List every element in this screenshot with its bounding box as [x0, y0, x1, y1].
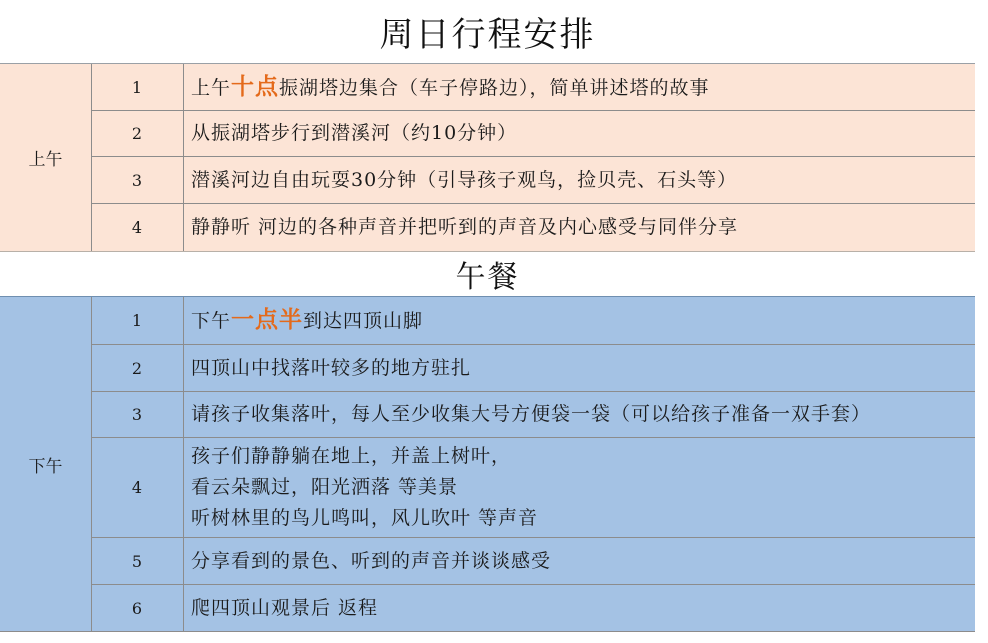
row-text-prefix: 上午: [191, 76, 232, 99]
row-text: [191, 157, 971, 203]
schedule-row: [91, 345, 975, 392]
row-text-line: 听树林里的鸟儿鸣叫，风儿吹叶 等声音: [191, 507, 539, 529]
page-title: 周日行程安排: [379, 15, 596, 55]
schedule-row: [91, 585, 975, 631]
schedule-row: [91, 538, 975, 585]
row-text-line: 从振湖塔步行到潜溪河（约10分钟）: [191, 122, 518, 144]
row-text-suffix: 振湖塔边集合（车子停路边），简单讲述塔的故事: [279, 76, 710, 99]
row-text: [191, 392, 971, 437]
sheet-right-margin: [975, 0, 988, 642]
lunch-heading: 午餐: [455, 260, 520, 295]
sheet-bottom-strip: [0, 631, 975, 643]
time-highlight: 十点: [231, 72, 280, 100]
row-text: [191, 204, 971, 251]
row-number: 4: [91, 204, 184, 251]
row-number: 6: [91, 585, 184, 631]
schedule-row: [91, 392, 975, 438]
afternoon-label: 下午: [0, 297, 92, 631]
schedule-row: [91, 157, 975, 204]
schedule-row: [91, 438, 975, 538]
title-row: [0, 0, 975, 64]
row-number: 3: [91, 392, 184, 437]
row-text-line: 爬四顶山观景后 返程: [191, 596, 379, 619]
morning-label: 上午: [0, 64, 92, 251]
schedule-row: [91, 297, 975, 345]
row-text: [191, 538, 971, 584]
schedule-row: [91, 111, 975, 157]
row-text: [191, 64, 971, 110]
schedule-row: [91, 204, 975, 251]
lunch-row: [0, 251, 975, 297]
row-number: 1: [91, 64, 184, 110]
row-text-line: 看云朵飘过，阳光洒落 等美景: [191, 476, 459, 498]
row-text-line: 分享看到的景色、听到的声音并谈谈感受: [191, 549, 552, 572]
row-text-suffix: 到达四顶山脚: [303, 310, 424, 332]
row-text-line: 请孩子收集落叶，每人至少收集大号方便袋一袋（可以给孩子准备一双手套）: [191, 403, 872, 425]
row-number: 3: [91, 157, 184, 203]
row-text: [191, 585, 971, 631]
row-number: 2: [91, 345, 184, 391]
row-text-prefix: 下午: [191, 310, 232, 332]
row-text: [191, 111, 971, 156]
row-number: 4: [91, 438, 184, 537]
row-text: [191, 345, 971, 391]
row-number: 1: [91, 297, 184, 344]
schedule-row: [91, 64, 975, 111]
row-text-line: 潜溪河边自由玩耍30分钟（引导孩子观鸟，捡贝壳、石头等）: [191, 168, 738, 191]
row-text: [191, 438, 971, 537]
row-text-line: 四顶山中找落叶较多的地方驻扎: [191, 356, 472, 379]
afternoon-section: [0, 297, 975, 631]
row-text: [191, 297, 971, 344]
row-text-line: 孩子们静静躺在地上，并盖上树叶，: [191, 445, 512, 467]
morning-section: [0, 64, 975, 251]
time-highlight: 一点半: [231, 306, 304, 333]
row-number: 5: [91, 538, 184, 584]
row-number: 2: [91, 111, 184, 156]
row-text-line: 静静听 河边的各种声音并把听到的声音及内心感受与同伴分享: [191, 216, 739, 238]
